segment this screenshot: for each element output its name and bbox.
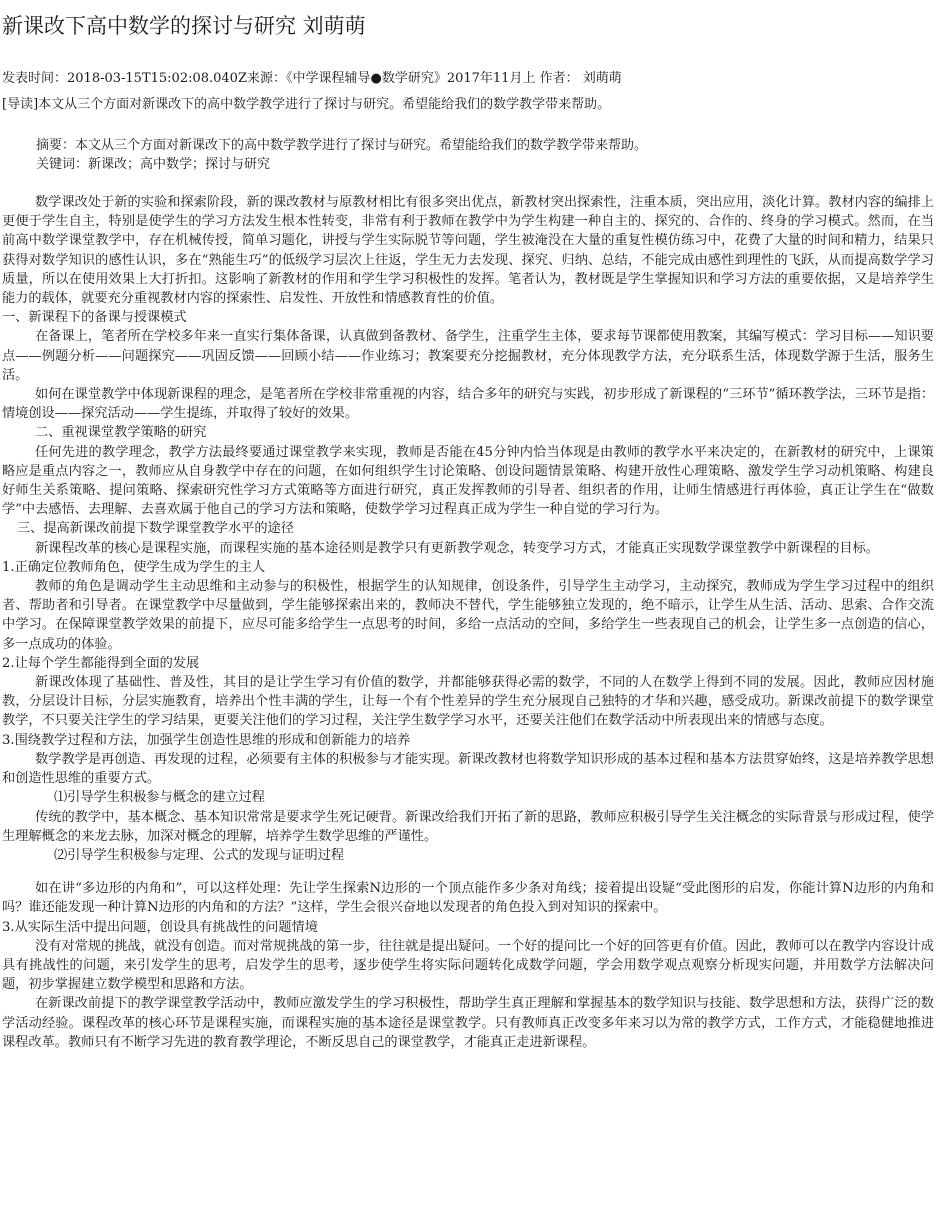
paragraph-challenge: 没有对常规的挑战，就没有创造。而对常规挑战的第一步，往往就是提出疑问。一个好的提问比一个好的回答更有价值。因此，教师可以在教学内容设计成具有挑战性的问题，来引发学生的思考，启发学生的思考，逐步使学生将实际问题转化成数学问题，学会用数学观点观察分析现实问题，并用数学方法解决问题，初步掌握建立数学模型和思路和方法。 [2, 938, 934, 993]
paragraph-creativity: 数学教学是再创造、再发现的过程，必须要有主体的积极参与才能实现。新课改教材也将数学知识形成的基本过程和基本方法贯穿始终，这是培养教学思想和创造性思维的重要方式。 [2, 751, 934, 787]
publication-meta: 发表时间：2018-03-15T15:02:08.040Z来源：《中学课程辅导●数学研究》2017年11月上 作者： 刘萌萌 [2, 71, 622, 86]
section-heading-2: 二、重视课堂教学策略的研究 [35, 425, 207, 441]
abstract: 摘要：本文从三个方面对新课改下的高中数学教学进行了探讨与研究。希望能给我们的数学教学带来帮助。 [36, 138, 648, 153]
spacer [2, 865, 934, 879]
section-heading-3: 三、提高新课改前提下数学课堂教学水平的途径 [17, 521, 294, 537]
keywords: 关键词：新课改；高中数学；探讨与研究 [36, 157, 271, 172]
article-intro: [导读]本文从三个方面对新课改下的高中数学教学进行了探讨与研究。希望能给我们的数学教学带来帮助。 [2, 97, 611, 112]
abstract-block [36, 136, 647, 174]
subheading-2: 2.让每个学生都能得到全面的发展 [2, 655, 200, 671]
paragraph-teacher-role: 教师的角色是调动学生主动思维和主动参与的积极性，根据学生的认知规律，创设条件，引导学生主动学习，主动探究，教师成为学生学习过程中的组织者、帮助者和引导者。在课堂教学中尽量做到，学生能够探索出来的，教师决不替代，学生能够独立发现的，绝不暗示，让学生从生活、活动、思索、合作交流中学习。在保障课堂教学效果的前提下，应尽可能多给学生一点思考的时间，多给一点活动的空间，多给学生一些表现自己的机会，让学生多一点创造的信心，多一点成功的体验。 [2, 579, 934, 652]
article-body [2, 193, 934, 1052]
paragraph-development: 新课改体现了基础性、普及性，其目的是让学生学习有价值的数学，并都能够获得必需的数学，不同的人在数学上得到不同的发展。因此，教师应因材施教，分层设计目标，分层实施教育，培养出个性丰满的学生，让每一个有个性差异的学生充分展现自己独特的才华和兴趣，感受成功。新课改前提下的数学课堂教学，不只要关注学生的学习结果，更要关注他们的学习过程，关注学生数学学习水平，还要关注他们在数学活动中所表现出来的情感与态度。 [2, 675, 934, 729]
paragraph-three-step: 如何在课堂教学中体现新课程的理念，是笔者所在学校非常重视的内容，结合多年的研究与实践，初步形成了新课程的“三环节”循环教学法，三环节是指：情境创设——探究活动——学生提练，并取得了较好的效果。 [2, 387, 934, 422]
paragraph-polygon-example: 如在讲“多边形的内角和”，可以这样处理：先让学生探索N边形的一个顶点能作多少条对角线；接着提出设疑“受此图形的启发，你能计算N边形的内角和吗？谁还能发现一种计算N边形的内角和的方法？”这样，学生会很兴奋地以发现者的角色投入到对知识的探索中。 [2, 881, 934, 916]
paragraph-core: 新课程改革的核心是课程实施，而课程实施的基本途径则是教学只有更新教学观念，转变学习方式，才能真正实现数学课堂教学中新课程的目标。 [35, 540, 879, 556]
subheading-3b: ⑵引导学生积极参与定理、公式的发现与证明过程 [54, 847, 345, 863]
subheading-1: 1.正确定位教师角色，使学生成为学生的主人 [2, 559, 266, 575]
subheading-3a: ⑴引导学生积极参与概念的建立过程 [54, 790, 265, 806]
paragraph-intro: 数学课改处于新的实验和探索阶段，新的课改教材与原教材相比有很多突出优点，新教材突出探索性，注重本质，突出应用，淡化计算。教材内容的编排上更便于学生自主，特别是使学生的学习方法发生根本性转变，非常有利于教师在教学中为学生构建一种自主的、探究的、合作的、终身的学习模式。然而，在当前高中数学课堂教学中，存在机械传授，简单习题化，讲授与学生实际脱节等问题，学生被淹没在大量的重复性模仿练习中，花费了大量的时间和精力，结果只获得对数学知识的感性认识，多在“熟能生巧”的低级学习层次上往返，学生无力去发现、探究、归纳、总结，不能完成由感性到理性的飞跃，从而提高数学学习质量，所以在使用效果上大打折扣。这影响了新教材的作用和学生学习积极性的发挥。笔者认为，教材既是学生掌握知识和学习方法的重要依据，又是培养学生能力的载体，就要充分重视教材内容的探索性、启发性、开放性和情感教育性的价值。 [2, 195, 934, 307]
paragraph-strategy: 任何先进的教学理念，教学方法最终要通过课堂教学来实现，教师是否能在45分钟内恰当体现是由教师的教学水平来决定的，在新教材的研究中，上课策略应是重点内容之一，教师应从自身教学中存在的问题，在如何组织学生讨论策略、创设问题情景策略、构建开放性心理策略、激发学生学习动机策略、构建良好师生关系策略、提问策略、探索研究性学习方式策略等方面进行研究，真正发挥教师的引导者、组织者的作用，让师生情感进行再体验，真正让学生在“做数学”中去感悟、去理解、去喜欢属于他自己的学习方法和策略，使数学学习过程真正成为学生一种自觉的学习行为。 [2, 444, 934, 518]
subheading-4: 3.从实际生活中提出问题，创设具有挑战性的问题情境 [2, 919, 318, 935]
article-title: 新课改下高中数学的探讨与研究 刘萌萌 [2, 14, 366, 38]
paragraph-conclusion: 在新课改前提下的教学课堂教学活动中，教师应激发学生的学习积极性，帮助学生真正理解和掌握基本的数学知识与技能、数学思想和方法，获得广泛的数学活动经验。课程改革的核心环节是课程实施，而课程实施的基本途径是课堂教学。只有教师真正改变多年来习以为常的教学方式，工作方式，才能稳健地推进课程改革。教师只有不断学习先进的教育教学理论，不断反思自己的课堂教学，才能真正走进新课程。 [2, 996, 934, 1050]
paragraph-lesson-prep: 在备课上，笔者所在学校多年来一直实行集体备课，认真做到备教材、备学生，注重学生主体，要求每节课都使用教案，其编写模式：学习目标——知识要点——例题分析——问题探究——巩固反馈——回顾小结——作业练习；教案要充分挖掘教材，充分体现教学方法，充分联系生活，体现数学源于生活，服务生活。 [2, 329, 934, 383]
paragraph-concepts: 传统的教学中，基本概念、基本知识常常是要求学生死记硬背。新课改给我们开拓了新的思路，教师应积极引导学生关注概念的实际背景与形成过程，使学生理解概念的来龙去脉，加深对概念的理解，培养学生数学思维的严谨性。 [2, 809, 934, 844]
section-heading-1: 一、新课程下的备课与授课模式 [2, 310, 187, 326]
subheading-3: 3.围绕教学过程和方法，加强学生创造性思维的形成和创新能力的培养 [2, 732, 411, 748]
